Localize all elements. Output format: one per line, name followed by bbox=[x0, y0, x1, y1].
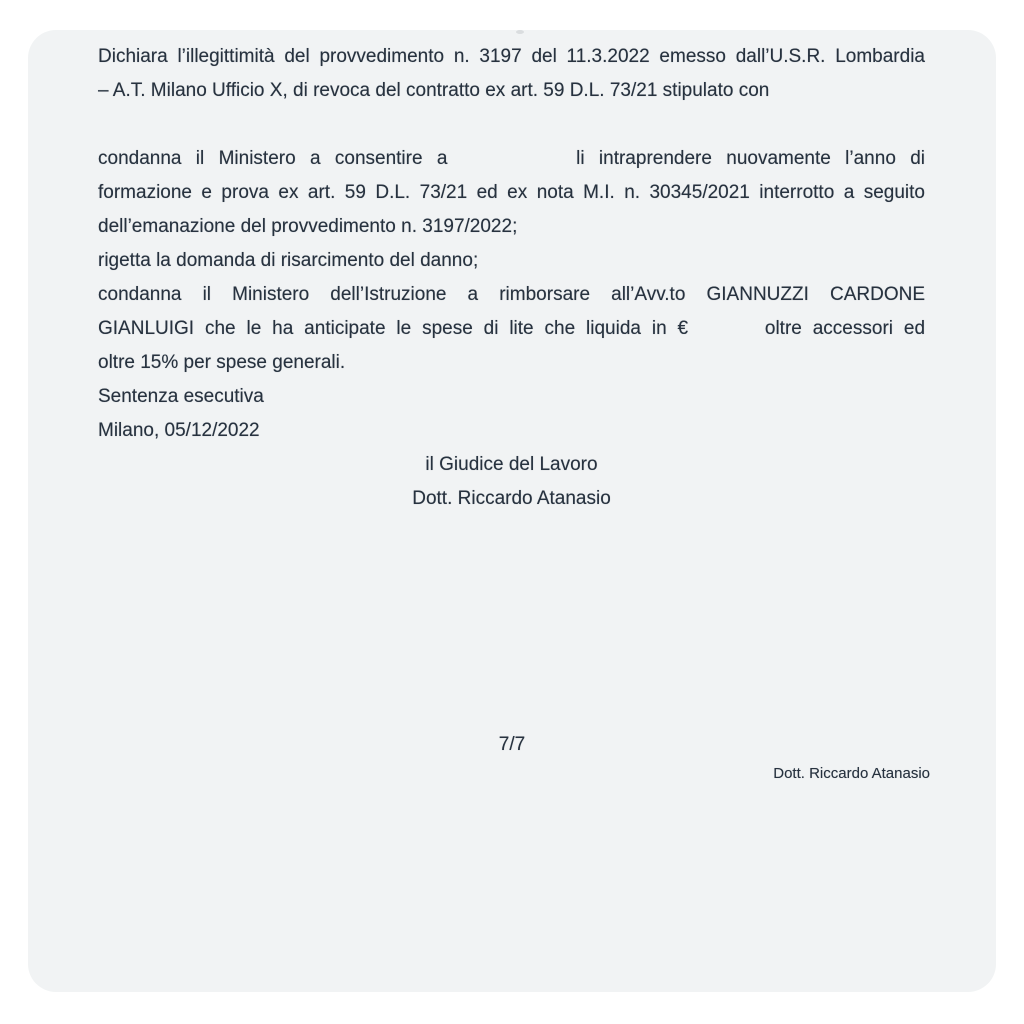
scan-artifact bbox=[516, 30, 524, 34]
place-date-line: Milano, 05/12/2022 bbox=[98, 420, 260, 441]
declaration-line-1: Dichiara l’illegittimità del provvedimento n. 3197 del 11.3.2022 emesso dall’U.S.R. Lombardia bbox=[98, 46, 925, 67]
blank-space bbox=[28, 516, 996, 728]
order-training-line-3: dell’emanazione del provvedimento n. 3197/2022; bbox=[98, 216, 518, 237]
costs-line-2-after: oltre accessori ed bbox=[764, 318, 926, 339]
order-training-line-1 bbox=[98, 142, 925, 176]
enforceability-line: Sentenza esecutiva bbox=[98, 386, 264, 407]
order-training-line-1-before: condanna il Ministero a consentire a bbox=[98, 148, 448, 169]
costs-line-1: condanna il Ministero dell’Istruzione a rimborsare all’Avv.to GIANNUZZI CARDONE bbox=[98, 284, 925, 305]
signature-name: Dott. Riccardo Atanasio bbox=[412, 488, 611, 509]
rejection-line: rigetta la domanda di risarcimento del danno; bbox=[98, 250, 479, 271]
redacted-name-gap bbox=[462, 163, 562, 164]
costs-line-2-before: GIANLUIGI che le ha anticipate le spese di lite che liquida in € bbox=[98, 318, 689, 339]
declaration-line-2: – A.T. Milano Ufficio X, di revoca del contratto ex art. 59 D.L. 73/21 stipulato con bbox=[98, 80, 770, 101]
judgment-text bbox=[28, 30, 996, 516]
redacted-party-blank-line bbox=[98, 108, 925, 142]
signature-role: il Giudice del Lavoro bbox=[425, 454, 598, 475]
page-number: 7/7 bbox=[498, 734, 526, 755]
redacted-amount-gap bbox=[699, 333, 754, 334]
order-training-line-1-after: li intraprendere nuovamente l’anno di bbox=[576, 148, 926, 169]
costs-line-3: oltre 15% per spese generali. bbox=[98, 352, 346, 373]
document-page bbox=[28, 30, 996, 992]
footer-signer-name: Dott. Riccardo Atanasio bbox=[773, 765, 930, 782]
order-training-line-2: formazione e prova ex art. 59 D.L. 73/21 ed ex nota M.I. n. 30345/2021 interrotto a seguito bbox=[98, 182, 925, 203]
costs-line-2 bbox=[98, 312, 925, 346]
